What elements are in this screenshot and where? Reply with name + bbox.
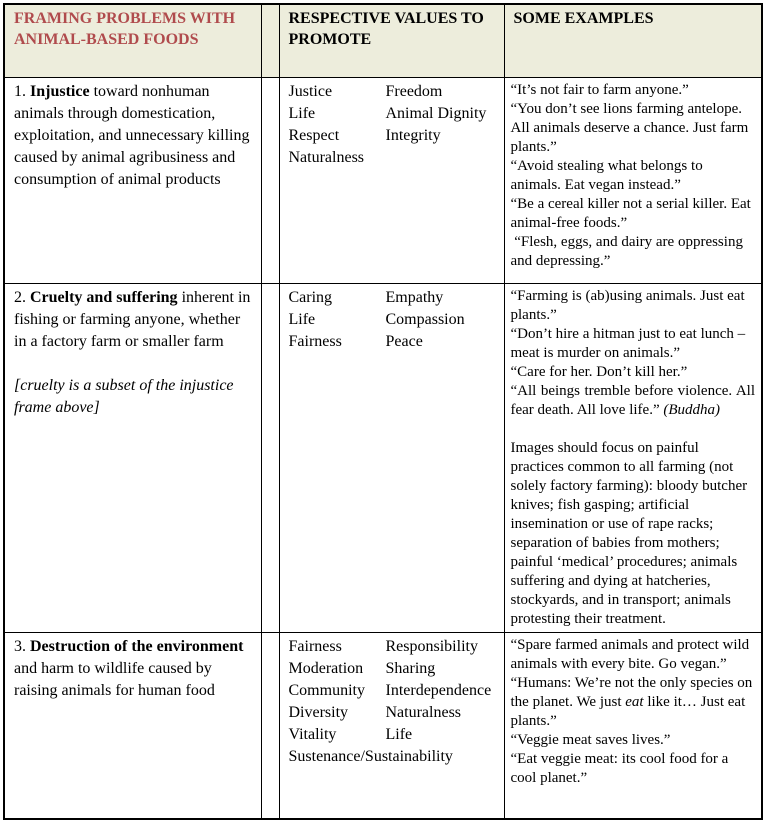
value-right: Animal Dignity (385, 105, 487, 122)
value-left: Justice (288, 83, 333, 100)
header-values: RESPECTIVE VALUES TO PROMOTE (279, 4, 504, 78)
values-cell-2 (279, 284, 504, 633)
value-pair (289, 125, 496, 147)
value-pair (289, 724, 496, 746)
example-quote: “Don’t hire a hitman just to eat lunch – meat is murder on animals.” (510, 326, 746, 361)
value-left: Moderation (288, 660, 364, 677)
value-left: Caring (288, 289, 333, 306)
example-quote: “You don’t see lions farming antelope. All animals deserve a chance. Just farm plants.” (510, 101, 749, 155)
value-pair (289, 287, 496, 309)
value-pair (289, 636, 496, 658)
values-cell-3 (279, 633, 504, 819)
example-quote-buddha: “All beings tremble before violence. All fear death. All love life.” (Buddha) (510, 383, 755, 418)
example-quote: “Eat veggie meat: its cool food for a cool planet.” (510, 751, 729, 786)
value-left: Vitality (288, 726, 337, 743)
value-right: Peace (385, 333, 423, 350)
value-left: Respect (288, 127, 340, 144)
spacer-cell-1 (261, 78, 279, 284)
example-quote: “Spare farmed animals and protect wild animals with every bite. Go vegan.” (510, 637, 750, 672)
value-left: Community (288, 682, 365, 699)
value-pair (289, 331, 496, 353)
problem-text-2: 2. Cruelty and suffering inherent in fishing or farming anyone, whether in a factory farm or smaller farm (14, 289, 251, 350)
value-left: Diversity (288, 704, 349, 721)
examples-cell-3 (504, 633, 762, 819)
table-row-cruelty (4, 284, 762, 633)
value-pair (289, 702, 496, 724)
value-pair (289, 103, 496, 125)
header-row (4, 4, 762, 78)
value-pair (289, 680, 496, 702)
value-right: Freedom (385, 83, 443, 100)
header-spacer (261, 4, 279, 78)
examples-cell-2 (504, 284, 762, 633)
value-left: Life (288, 105, 316, 122)
example-quote: “Care for her. Don’t kill her.” (510, 364, 688, 380)
value-right: Naturalness (385, 704, 462, 721)
problem-text-1: 1. Injustice toward nonhuman animals through domestication, exploitation, and unnecessary killing caused by animal agribusiness and consumption of animal products (14, 83, 250, 188)
problem-cell-1 (4, 78, 261, 284)
examples-cell-1 (504, 78, 762, 284)
example-quote: “Avoid stealing what belongs to animals. Eat vegan instead.” (510, 158, 703, 193)
value-right: Life (385, 726, 413, 743)
value-pair (289, 658, 496, 680)
example-quote: “Veggie meat saves lives.” (510, 732, 671, 748)
problem-note-2: [cruelty is a subset of the injustice frame above] (14, 377, 234, 416)
value-left: Fairness (288, 638, 342, 655)
value-right (386, 147, 496, 169)
value-right: Sharing (385, 660, 436, 677)
table-row-injustice (4, 78, 762, 284)
problem-text-3: 3. Destruction of the environment and harm to wildlife caused by raising animals for human food (14, 638, 244, 699)
value-left: Fairness (288, 333, 342, 350)
value-left: Life (288, 311, 316, 328)
value-left: Naturalness (288, 149, 365, 166)
value-pair (289, 147, 496, 169)
example-quote: “It’s not fair to farm anyone.” (510, 82, 689, 98)
example-quote: “Farming is (ab)using animals. Just eat plants.” (510, 288, 745, 323)
example-quote: “Humans: We’re not the only species on the planet. We just eat like it… Just eat plants.” (510, 675, 753, 729)
values-cell-1 (279, 78, 504, 284)
problem-cell-2 (4, 284, 261, 633)
example-quote: “Flesh, eggs, and dairy are oppressing and depressing.” (510, 234, 743, 269)
value-right: Empathy (385, 289, 444, 306)
spacer-cell-3 (261, 633, 279, 819)
value-right: Interdependence (385, 682, 492, 699)
problem-cell-3 (4, 633, 261, 819)
value-right: Compassion (385, 311, 465, 328)
framing-table (3, 3, 763, 820)
value-pair (289, 309, 496, 331)
header-problems: FRAMING PROBLEMS WITH ANIMAL-BASED FOODS (4, 4, 261, 78)
table-row-environment (4, 633, 762, 819)
value-right: Responsibility (385, 638, 478, 655)
example-imagery-note: Images should focus on painful practices common to all farming (not solely factory farming): bloody butcher knives; fish gasping; artificial insemination or use of rape racks; separation of babies from mothers; painful ‘medical’ procedures; animals suffering and dying at hatcheries, stockyards, and in transport; animals protesting their treatment. (510, 440, 748, 627)
example-quote: “Be a cereal killer not a serial killer. Eat animal-free foods.” (510, 196, 751, 231)
value-pair (289, 81, 496, 103)
value-full-line: Sustenance/Sustainability (288, 748, 453, 765)
header-examples: SOME EXAMPLES (504, 4, 762, 78)
value-right: Integrity (385, 127, 441, 144)
spacer-cell-2 (261, 284, 279, 633)
